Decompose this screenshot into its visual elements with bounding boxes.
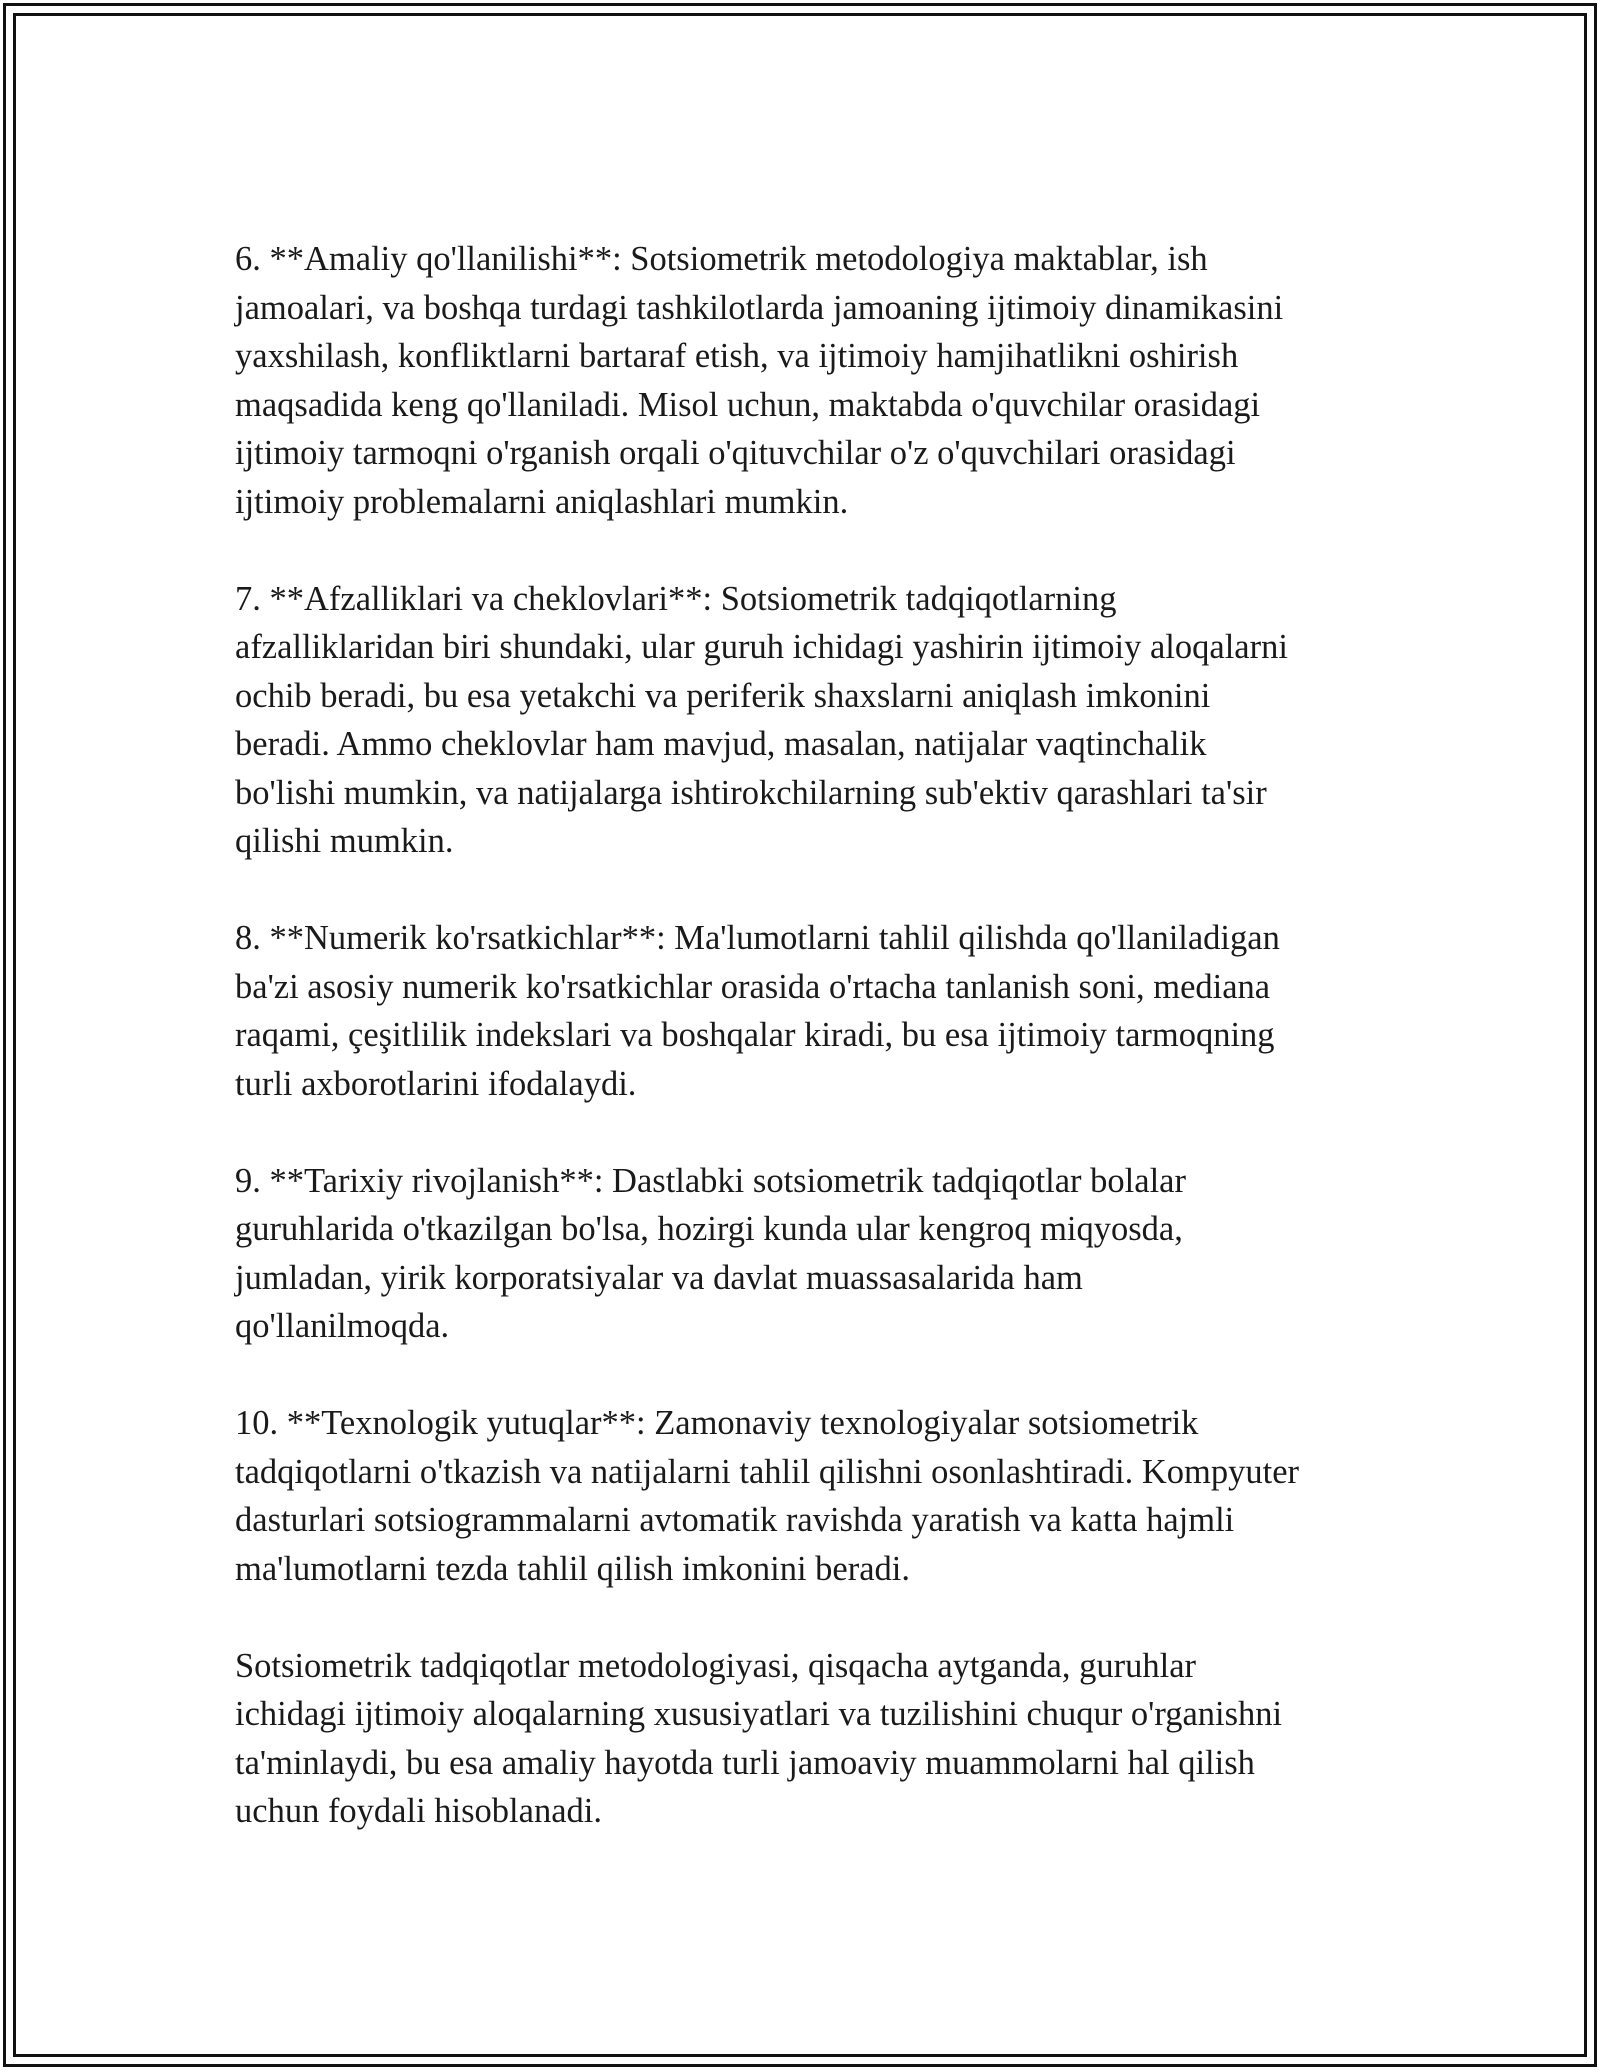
text-line: jumladan, yirik korporatsiyalar va davlat muassasalarida ham — [235, 1258, 1083, 1297]
text-line: yaxshilash, konfliktlarni bartaraf etish, va ijtimoiy hamjihatlikni oshirish — [235, 337, 1239, 375]
text-line: Sotsiometrik tadqiqotlar metodologiyasi, qisqacha aytganda, guruhlar — [235, 1646, 1196, 1685]
text-line: qilishi mumkin. — [235, 822, 454, 860]
text-line: bo'lishi mumkin, va natijalarga ishtirokchilarning sub'ektiv qarashlari ta'sir — [235, 773, 1267, 812]
text-line: dasturlari sotsiogrammalarni avtomatik ravishda yaratish va katta hajmli — [235, 1501, 1235, 1539]
paragraph-afzalliklari-cheklovlari — [235, 575, 1375, 866]
text-line: 10. **Texnologik yutuqlar**: Zamonaviy texnologiyalar sotsiometrik — [235, 1404, 1199, 1442]
paragraph-numerik-korsatkichlar — [235, 914, 1375, 1108]
text-line: uchun foydali hisoblanadi. — [235, 1792, 602, 1830]
text-line: ijtimoiy problemalarni aniqlashlari mumkin. — [235, 482, 849, 521]
document-body — [235, 235, 1375, 1836]
paragraph-tarixiy-rivojlanish — [235, 1157, 1375, 1351]
text-line: ta'minlaydi, bu esa amaliy hayotda turli jamoaviy muammolarni hal qilish — [235, 1743, 1255, 1782]
text-line: ichidagi ijtimoiy aloqalarning xususiyatlari va tuzilishini chuqur o'rganishni — [235, 1695, 1283, 1733]
text-line: jamoalari, va boshqa turdagi tashkilotlarda jamoaning ijtimoiy dinamikasini — [235, 288, 1284, 327]
text-line: ba'zi asosiy numerik ko'rsatkichlar orasida o'rtacha tanlanish soni, mediana — [235, 967, 1271, 1006]
text-line: afzalliklaridan biri shundaki, ular guruh ichidagi yashirin ijtimoiy aloqalarni — [235, 628, 1288, 666]
text-line: 8. **Numerik ko'rsatkichlar**: Ma'lumotlarni tahlil qilishda qo'llaniladigan — [235, 919, 1280, 957]
text-line: qo'llanilmoqda. — [235, 1307, 450, 1345]
text-line: 7. **Afzalliklari va cheklovlari**: Sotsiometrik tadqiqotlarning — [235, 579, 1117, 618]
text-line: 9. **Tarixiy rivojlanish**: Dastlabki sotsiometrik tadqiqotlar bolalar — [235, 1161, 1186, 1200]
text-line: ma'lumotlarni tezda tahlil qilish imkonini beradi. — [235, 1549, 910, 1588]
paragraph-conclusion — [235, 1642, 1375, 1836]
paragraph-amaliy-qollanilishi — [235, 235, 1375, 526]
paragraph-texnologik-yutuqlar — [235, 1399, 1375, 1593]
text-line: guruhlarida o'tkazilgan bo'lsa, hozirgi kunda ular kengroq miqyosda, — [235, 1210, 1183, 1248]
text-line: 6. **Amaliy qo'llanilishi**: Sotsiometrik metodologiya maktablar, ish — [235, 240, 1208, 278]
text-line: raqami, çeşitlilik indekslari va boshqalar kiradi, bu esa ijtimoiy tarmoqning — [235, 1016, 1275, 1054]
text-line: maqsadida keng qo'llaniladi. Misol uchun, maktabda o'quvchilar orasidagi — [235, 385, 1261, 424]
text-line: ochib beradi, bu esa yetakchi va periferik shaxslarni aniqlash imkonini — [235, 676, 1211, 715]
text-line: ijtimoiy tarmoqni o'rganish orqali o'qituvchilar o'z o'quvchilari orasidagi — [235, 434, 1236, 472]
text-line: tadqiqotlarni o'tkazish va natijalarni tahlil qilishni osonlashtiradi. Kompyuter — [235, 1452, 1300, 1491]
text-line: beradi. Ammo cheklovlar ham mavjud, masalan, natijalar vaqtinchalik — [235, 725, 1207, 763]
text-line: turli axborotlarini ifodalaydi. — [235, 1064, 637, 1103]
